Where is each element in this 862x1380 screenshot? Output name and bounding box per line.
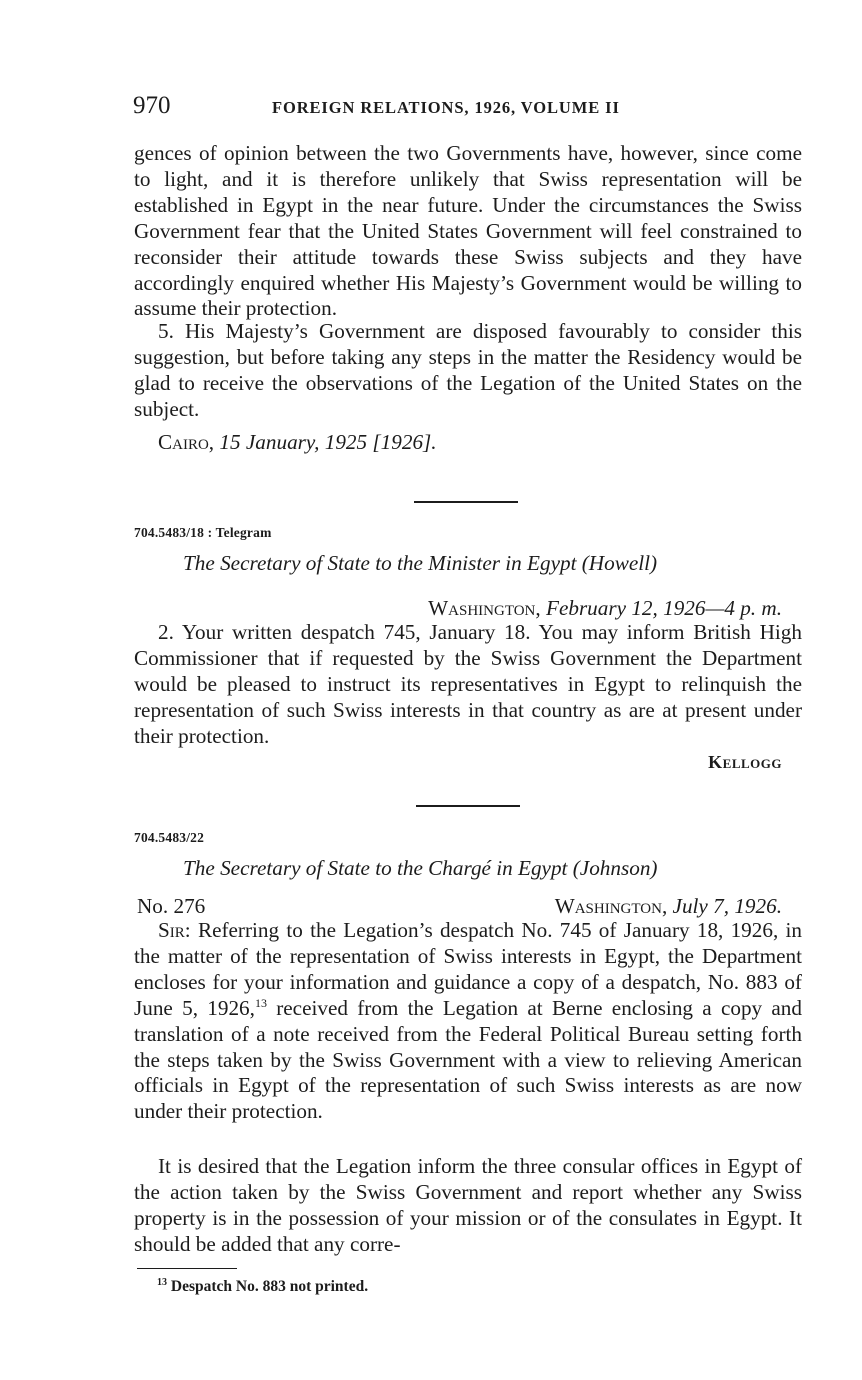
file-reference: 704.5483/22	[134, 830, 205, 845]
dateline-date: February 12, 1926—4 p. m.	[546, 596, 782, 620]
paragraph-5: 5. His Majesty’s Government are disposed favourably to consider this suggestion, but before taking any steps in the matter the Residency would be glad to receive the observations of the Legation of the United States on the subject.	[134, 319, 802, 421]
footnote-reference: 13	[254, 995, 267, 1010]
section-rule	[414, 501, 518, 503]
running-head: FOREIGN RELATIONS, 1926, VOLUME II	[272, 98, 620, 117]
document-heading: The Secretary of State to the Chargé in Egypt (Johnson)	[183, 856, 658, 880]
despatch-number: No. 276	[137, 894, 206, 918]
paragraph-text: Referring to the Legation’s despatch No. 745 of January 18, 1926, in the matter of the representation of Swiss interests in Egypt, the Department encloses for your information and guidance a copy of a despatch, No. 883 of June 5, 1926,	[134, 918, 803, 1020]
page-number: 970	[133, 92, 171, 119]
cairo-dateline	[158, 430, 437, 455]
continued-paragraph: gences of opinion between the two Governments have, however, since come to light, and it is therefore unlikely that Swiss representation will be established in Egypt in the near future. Under the circumstances the Swiss Government fear that the United States Government will feel constrained to reconsider their attitude towards these Swiss subjects and they have accordingly enquired whether His Majesty’s Government would be willing to assume their protection.	[134, 141, 802, 321]
section-rule	[416, 805, 520, 807]
footnote-rule	[137, 1268, 237, 1269]
signature: Kellogg	[708, 752, 782, 772]
file-reference: 704.5483/18 : Telegram	[134, 525, 272, 540]
dateline-place: Cairo,	[158, 430, 215, 454]
letter-paragraph-2: It is desired that the Legation inform the three consular offices in Egypt of the action taken by the Swiss Government and report whether any Swiss property is in the possession of your mission or of the consulates in Egypt. It should be added that any corre-	[134, 1154, 802, 1256]
document-heading: The Secretary of State to the Minister in Egypt (Howell)	[183, 551, 658, 575]
footnote-marker: 13	[157, 1277, 167, 1288]
footnote	[157, 1278, 368, 1296]
letter-paragraph-1	[134, 918, 802, 1125]
dateline-date: 15 January, 1925 [1926].	[219, 430, 437, 454]
dateline-place: Washington,	[554, 894, 668, 918]
despatch-dateline	[555, 894, 782, 919]
salutation: Sir:	[158, 918, 191, 942]
footnote-text: Despatch No. 883 not printed.	[170, 1278, 369, 1295]
telegram-body: 2. Your written despatch 745, January 18. You may inform British High Commissioner that if requested by the Swiss Government the Department would be pleased to instruct its representatives in Egypt to relinquish the representation of such Swiss interests in that country as are at present under their protection.	[134, 620, 802, 748]
dateline-place: Washington,	[428, 596, 541, 620]
telegram-dateline	[428, 596, 782, 621]
dateline-date: July 7, 1926.	[672, 894, 782, 918]
paragraph-text: received from the Legation at Berne enclosing a copy and translation of a note received from the Federal Political Bureau setting forth the steps taken by the Swiss Government with a view to relieving American officials in Egypt of the representation of such Swiss interests as are now under their protection.	[134, 995, 802, 1124]
